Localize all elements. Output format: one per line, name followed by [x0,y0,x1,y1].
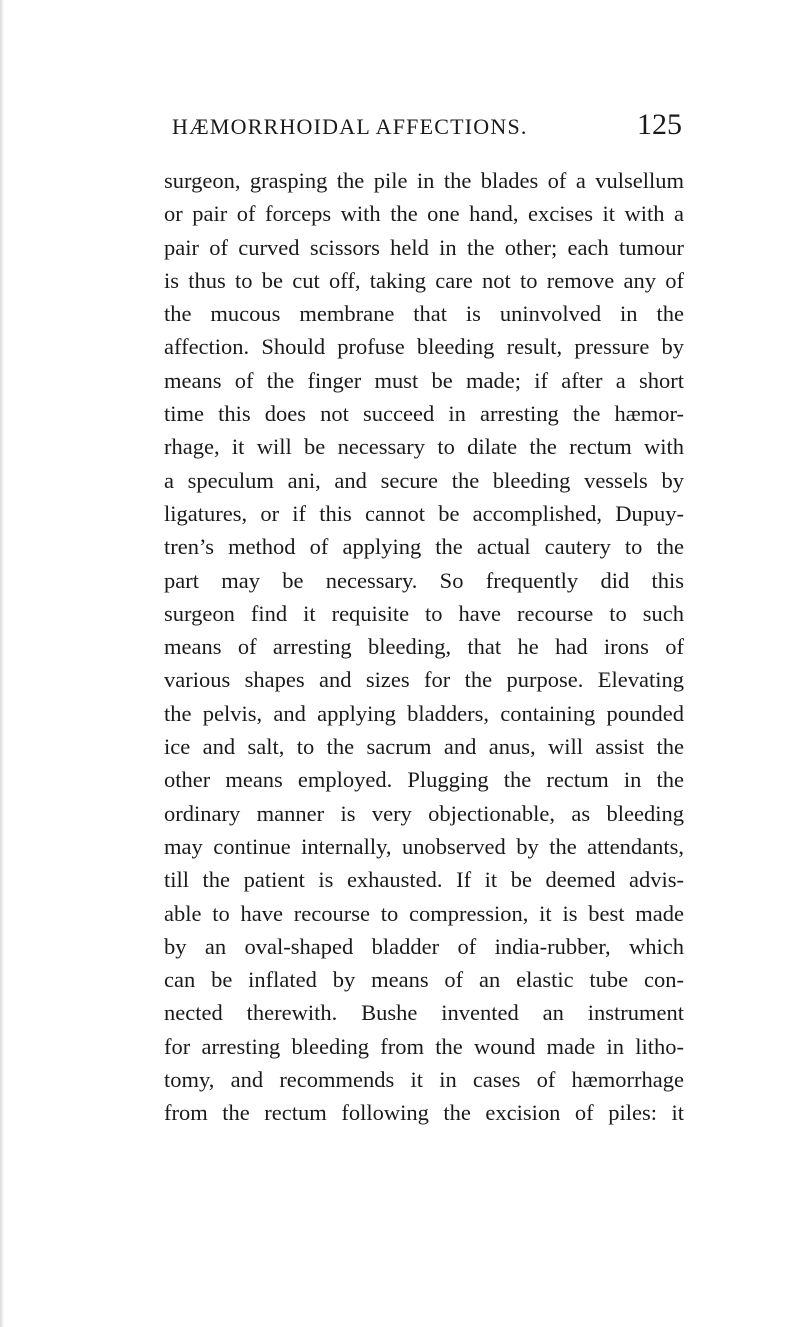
scan-edge [0,0,4,1327]
text-line: nected therewith. Bushe invented an instrument [164,1000,684,1026]
text-line: or pair of forceps with the one hand, excises it with a [164,201,684,227]
text-line: tomy, and recommends it in cases of hæmorrhage [164,1067,684,1093]
text-line: from the rectum following the excision of piles: it [164,1100,684,1126]
text-line: other means employed. Plugging the rectum in the [164,767,684,793]
text-line: surgeon, grasping the pile in the blades of a vulsellum [164,168,684,193]
text-line: rhage, it will be necessary to dilate the rectum with [164,434,684,460]
text-line: for arresting bleeding from the wound made in litho- [164,1033,684,1059]
running-head [172,108,684,148]
text-line: ice and salt, to the sacrum and anus, will assist the [164,734,684,760]
page-number: 125 [637,108,682,141]
text-line: able to have recourse to compression, it is best made [164,900,684,926]
text-line: may continue internally, unobserved by the attendants, [164,833,684,859]
text-line: a speculum ani, and secure the bleeding vessels by [164,467,684,493]
text-line: surgeon find it requisite to have recourse to such [164,600,684,626]
running-title: HÆMORRHOIDAL AFFECTIONS. [172,114,528,139]
text-line: affection. Should profuse bleeding result, pressure by [164,334,684,360]
text-line: till the patient is exhausted. If it be deemed advis- [164,867,684,893]
text-line: ordinary manner is very objectionable, as bleeding [164,800,684,826]
text-line: the pelvis, and applying bladders, containing pounded [164,700,684,726]
text-line: can be inflated by means of an elastic tube con- [164,967,684,993]
text-line: pair of curved scissors held in the other; each tumour [164,234,684,260]
text-line: means of arresting bleeding, that he had irons of [164,634,684,660]
text-line: ligatures, or if this cannot be accomplished, Dupuy- [164,500,684,526]
text-line: the mucous membrane that is uninvolved in the [164,301,684,327]
text-line: various shapes and sizes for the purpose. Elevating [164,667,684,693]
text-line: tren’s method of applying the actual cautery to the [164,534,684,560]
text-line: is thus to be cut off, taking care not to remove any of [164,267,684,293]
text-line: means of the finger must be made; if after a short [164,367,684,393]
text-line: part may be necessary. So frequently did this [164,567,684,593]
body-paragraph [164,164,684,1130]
text-line: by an oval-shaped bladder of india-rubber, which [164,933,684,959]
text-line: time this does not succeed in arresting the hæmor- [164,401,684,427]
